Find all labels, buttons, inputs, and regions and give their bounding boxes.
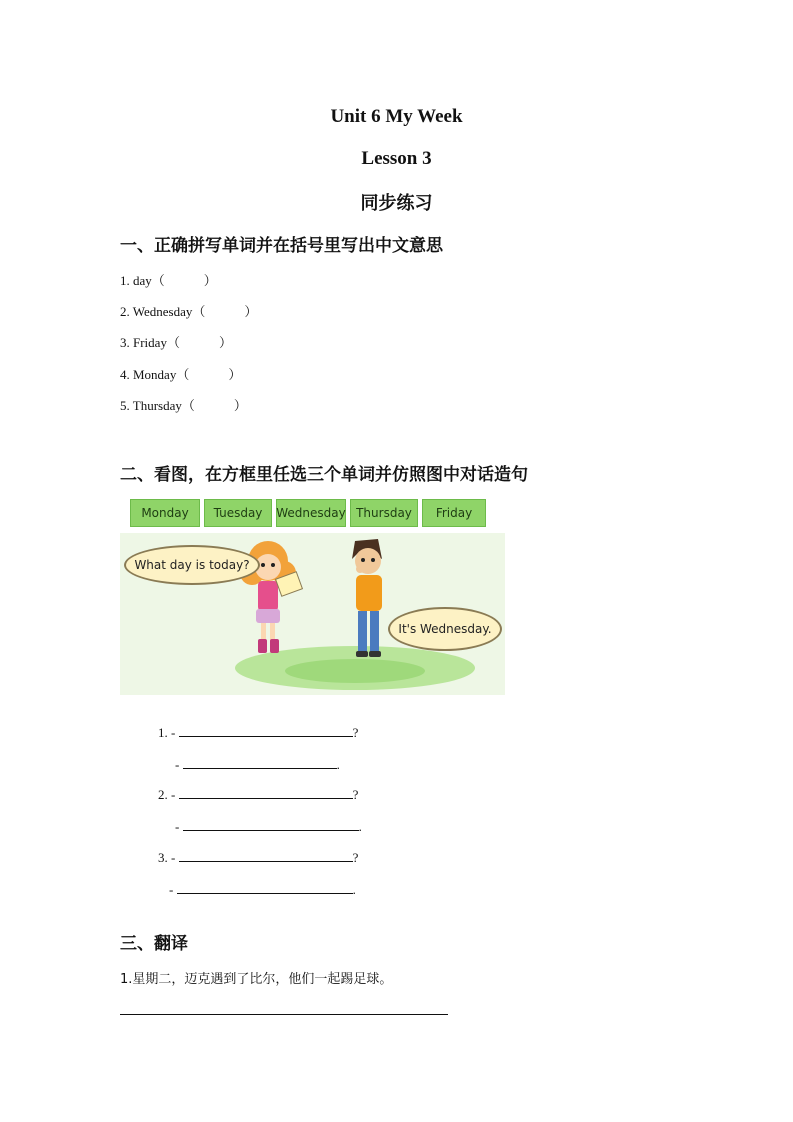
translation-item-1: 1.星期二，迈克遇到了比尔，他们一起踢足球。 xyxy=(120,972,393,987)
vocab-item-5: 5. Thursday（ ） xyxy=(120,398,247,413)
dialogue-picture xyxy=(120,495,505,695)
section-2-heading: 二、看图，在方框里任选三个单词并仿照图中对话造句 xyxy=(120,465,528,485)
vocab-item-3: 3. Friday（ ） xyxy=(120,335,232,350)
speech-bubble-question: What day is today? xyxy=(124,545,260,585)
dash: - xyxy=(175,819,183,834)
dash: - xyxy=(171,787,179,802)
day-box-friday: Friday xyxy=(422,499,486,527)
speech-bubble-answer: It's Wednesday. xyxy=(388,607,502,651)
blank-line[interactable] xyxy=(183,818,359,831)
boy-figure xyxy=(352,539,382,657)
line-number: 2. xyxy=(158,787,168,802)
line-number: 1. xyxy=(158,725,168,740)
blank-line[interactable] xyxy=(179,849,353,862)
page-title: Unit 6 My Week xyxy=(330,106,463,127)
dialogue-line-3-answer xyxy=(156,865,356,914)
day-box-wednesday: Wednesday xyxy=(276,499,346,527)
dash: - xyxy=(175,757,183,772)
vocab-item-1: 1. day（ ） xyxy=(120,273,217,288)
day-box-tuesday: Tuesday xyxy=(204,499,272,527)
question-mark: ? xyxy=(352,787,359,802)
translation-answer-line[interactable] xyxy=(120,1014,448,1015)
blank-line[interactable] xyxy=(177,881,353,894)
question-mark: ? xyxy=(352,850,359,865)
question-mark: ? xyxy=(352,725,359,740)
line-number: 3. xyxy=(158,850,168,865)
dash: - xyxy=(169,882,177,897)
vocab-item-4: 4. Monday（ ） xyxy=(120,367,242,382)
section-3-heading: 三、翻译 xyxy=(120,934,188,954)
page-subtitle: 同步练习 xyxy=(360,193,433,214)
lesson-title: Lesson 3 xyxy=(361,148,432,169)
vocab-item-2: 2. Wednesday（ ） xyxy=(120,304,258,319)
period: . xyxy=(336,757,340,772)
period: . xyxy=(352,882,356,897)
blank-line[interactable] xyxy=(183,756,337,769)
period: . xyxy=(358,819,362,834)
blank-line[interactable] xyxy=(179,786,353,799)
blank-line[interactable] xyxy=(179,724,353,737)
cartoon-scene xyxy=(120,533,505,695)
day-box-thursday: Thursday xyxy=(350,499,418,527)
day-box-monday: Monday xyxy=(130,499,200,527)
dash: - xyxy=(171,850,179,865)
section-1-heading: 一、正确拼写单词并在括号里写出中文意思 xyxy=(120,236,443,256)
dash: - xyxy=(171,725,179,740)
